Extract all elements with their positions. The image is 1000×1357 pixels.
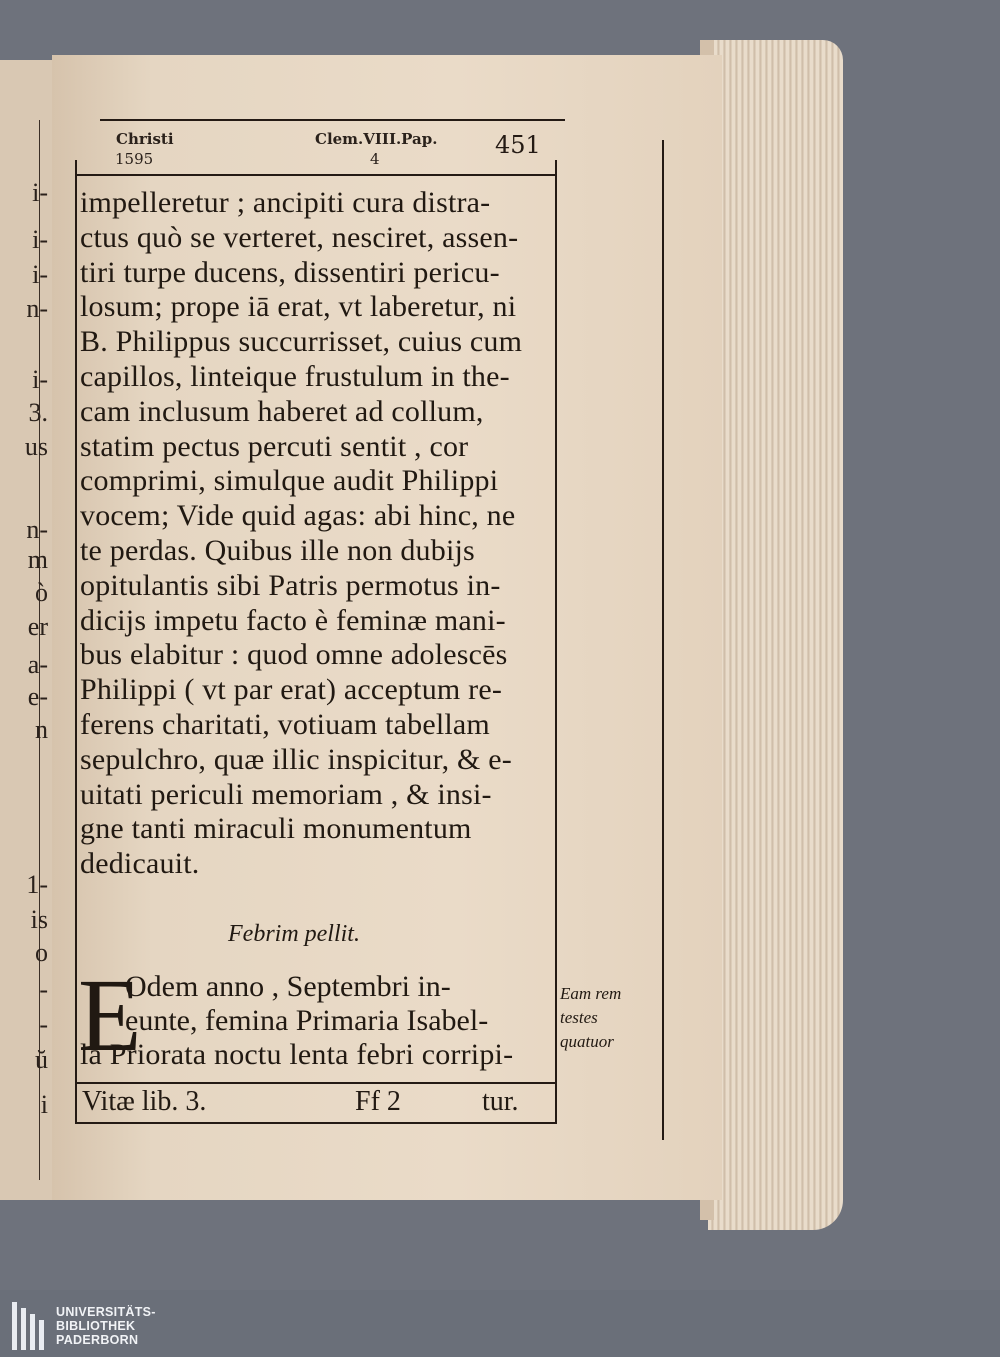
body-line: Philippi ( vt par erat) acceptum re- <box>80 673 503 707</box>
page-number: 451 <box>495 131 541 159</box>
section-heading: Febrim pellit. <box>228 921 360 947</box>
left-fragment: i <box>40 1090 48 1119</box>
top-rule <box>100 119 565 121</box>
left-fragment: e- <box>27 682 48 711</box>
body-line: capillos, linteique frustulum in the- <box>80 360 510 393</box>
header-christi: Christi <box>116 130 174 148</box>
left-fragment: 3. <box>28 398 48 427</box>
body-line: uitati periculi memoriam , & insi- <box>80 777 492 811</box>
body-line: ferens charitati, votiuam tabellam <box>80 708 490 741</box>
body-line: impelleretur ; ancipiti cura distra- <box>80 186 491 219</box>
library-logo <box>12 1302 156 1350</box>
left-fragment: m <box>27 545 48 574</box>
margin-note-line: Eam rem <box>560 984 622 1003</box>
section-line: Odem anno , Septembri in- <box>125 970 451 1003</box>
margin-note-line: testes <box>560 1008 598 1027</box>
drop-cap: E <box>78 958 142 1073</box>
body-line: B. Philippus succurrisset, cuius cum <box>80 325 523 359</box>
body-line: opitulantis sibi Patris permotus in- <box>80 568 501 602</box>
section-line: eunte, femina Primaria Isabel- <box>125 1004 489 1037</box>
left-fragment: i- <box>32 178 48 207</box>
footer-rule <box>75 1082 555 1084</box>
page-edges <box>708 40 843 1230</box>
left-fragment: i- <box>32 260 48 289</box>
footer-catchword: tur. <box>482 1086 519 1117</box>
footer-reference: Vitæ lib. 3. <box>82 1086 207 1117</box>
left-fragment: i- <box>32 365 48 394</box>
left-fragment: a- <box>27 650 48 679</box>
left-fragment: - <box>39 975 48 1004</box>
left-page <box>0 60 55 1200</box>
left-fragment: 1- <box>26 870 48 899</box>
margin-note-line: quatuor <box>560 1032 614 1051</box>
left-fragment: n- <box>26 515 48 544</box>
body-line: te perdas. Quibus ille non dubijs <box>80 534 475 567</box>
left-fragment: - <box>39 1010 48 1039</box>
library-logo-icon <box>12 1302 48 1350</box>
left-fragment: ŭ <box>35 1045 48 1074</box>
body-line: ctus quò se verteret, nesciret, assen- <box>80 220 519 254</box>
left-fragment: n <box>35 715 48 744</box>
body-line: cam inclusum haberet ad collum, <box>80 394 484 428</box>
logo-line: UNIVERSITÄTS- <box>56 1305 156 1319</box>
logo-line: BIBLIOTHEK <box>56 1319 136 1333</box>
left-fragment: n- <box>26 294 48 323</box>
left-fragment: is <box>30 905 48 934</box>
section-line: la Priorata noctu lenta febri corripi- <box>80 1038 514 1071</box>
left-fragment: o <box>35 938 48 967</box>
header-rule <box>75 174 555 176</box>
body-line: vocem; Vide quid agas: abi hinc, ne <box>80 499 516 533</box>
body-line: statim pectus percuti sentit , cor <box>80 429 469 463</box>
header-pope: Clem.VIII.Pap. <box>315 130 438 148</box>
body-line: comprimi, simulque audit Philippi <box>80 464 499 498</box>
body-line: dedicauit. <box>80 847 200 881</box>
body-line: losum; prope iā erat, vt laberetur, ni <box>80 290 517 324</box>
body-line: tiri turpe ducens, dissentiri pericu- <box>80 255 500 289</box>
body-line: bus elabitur : quod omne adolescēs <box>80 638 508 672</box>
library-logo-text <box>56 1305 156 1347</box>
left-fragment: us <box>24 432 48 461</box>
footer-signature: Ff 2 <box>355 1086 401 1117</box>
left-fragment: i- <box>32 225 48 254</box>
body-line: dicijs impetu facto è feminæ mani- <box>80 603 506 637</box>
margin-rule <box>662 140 664 1140</box>
body-line: gne tanti miraculi monumentum <box>80 812 472 846</box>
header-year: 1595 <box>115 150 154 168</box>
body-line: sepulchro, quæ illic inspicitur, & e- <box>80 742 512 776</box>
left-fragment: er <box>27 612 48 641</box>
left-fragment: ò <box>35 578 48 607</box>
logo-line: PADERBORN <box>56 1333 139 1347</box>
header-pope-year: 4 <box>370 150 380 168</box>
